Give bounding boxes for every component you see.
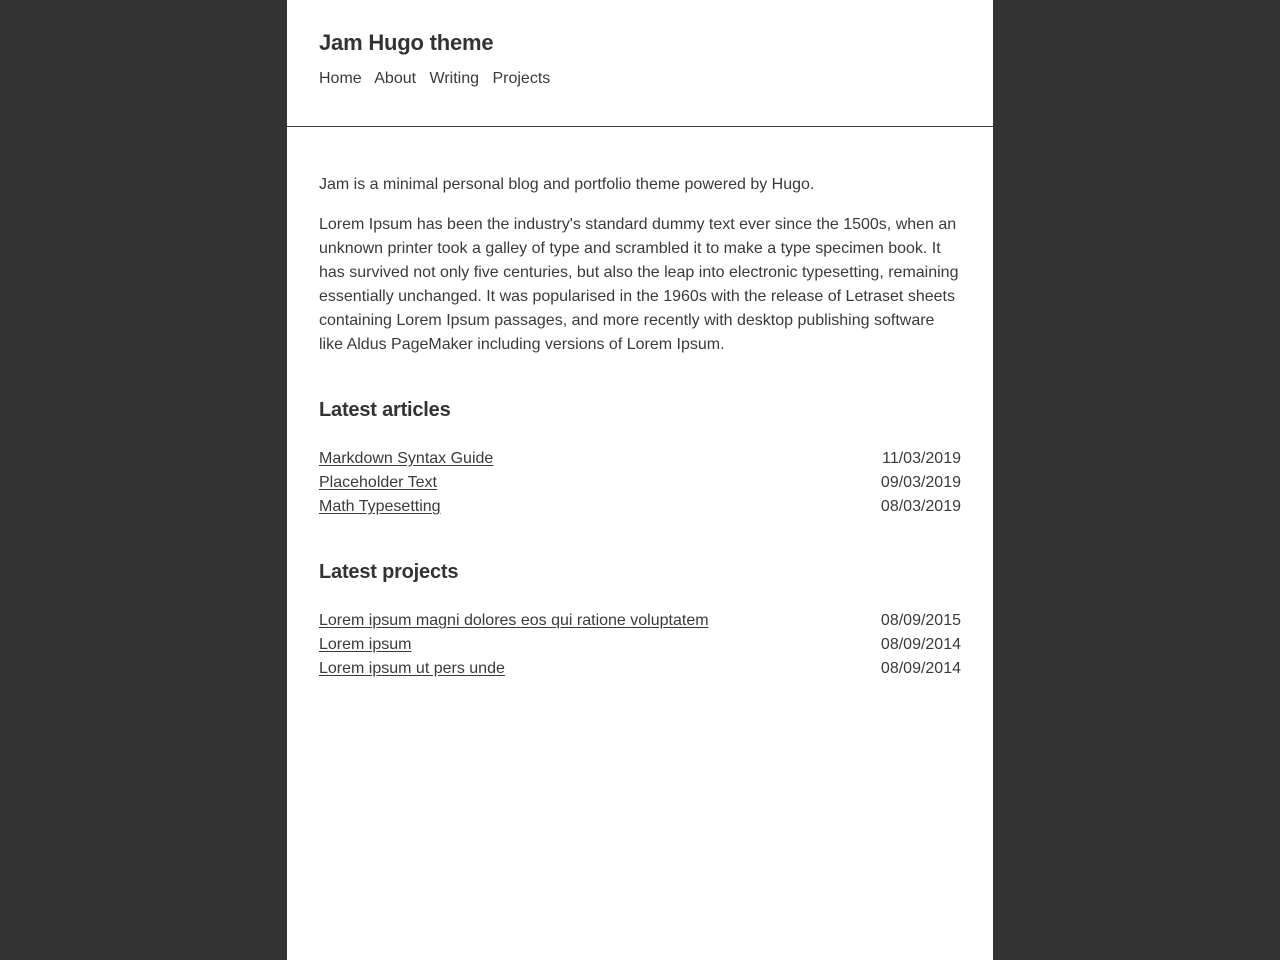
project-link[interactable]: Lorem ipsum bbox=[319, 636, 412, 653]
list-item bbox=[319, 609, 961, 633]
latest-projects-section bbox=[319, 559, 961, 681]
project-date: 08/09/2014 bbox=[880, 660, 961, 677]
project-link[interactable]: Lorem ipsum magni dolores eos qui ratione voluptatem bbox=[319, 612, 709, 629]
main-content bbox=[287, 127, 993, 713]
site-title: Jam Hugo theme bbox=[319, 30, 494, 55]
article-date: 08/03/2019 bbox=[880, 498, 961, 515]
section-title-latest-articles: Latest articles bbox=[319, 399, 451, 421]
content-column bbox=[287, 0, 993, 960]
list-item bbox=[319, 471, 961, 495]
list-item bbox=[319, 633, 961, 657]
nav-link-home[interactable]: Home bbox=[319, 70, 362, 87]
site-header bbox=[287, 0, 993, 127]
articles-list bbox=[319, 447, 961, 519]
project-link[interactable]: Lorem ipsum ut pers unde bbox=[319, 660, 505, 677]
article-link[interactable]: Markdown Syntax Guide bbox=[319, 450, 494, 467]
section-title-latest-projects: Latest projects bbox=[319, 561, 459, 583]
article-link[interactable]: Placeholder Text bbox=[319, 474, 437, 491]
list-item bbox=[319, 495, 961, 519]
article-date: 09/03/2019 bbox=[880, 474, 961, 491]
project-date: 08/09/2014 bbox=[880, 636, 961, 653]
project-date: 08/09/2015 bbox=[880, 612, 961, 629]
nav-link-about[interactable]: About bbox=[374, 70, 417, 87]
main-nav bbox=[319, 68, 961, 126]
nav-link-writing[interactable]: Writing bbox=[429, 70, 480, 87]
list-item bbox=[319, 447, 961, 471]
lorem-paragraph: Lorem Ipsum has been the industry's standard dummy text ever since the 1500s, when an unknown printer took a galley of type and scrambled it to make a type specimen book. It has survived not only five centuries, but also the leap into electronic typesetting, remaining essentially unchanged. It was popularised in the 1960s with the release of Letraset sheets containing Lorem Ipsum passages, and more recently with desktop publishing software like Aldus PageMaker including versions of Lorem Ipsum. bbox=[319, 216, 959, 353]
intro-paragraph: Jam is a minimal personal blog and portfolio theme powered by Hugo. bbox=[319, 176, 815, 193]
list-item bbox=[319, 657, 961, 681]
article-date: 11/03/2019 bbox=[882, 450, 961, 467]
projects-list bbox=[319, 609, 961, 681]
article-link[interactable]: Math Typesetting bbox=[319, 498, 441, 515]
latest-articles-section bbox=[319, 397, 961, 519]
nav-link-projects[interactable]: Projects bbox=[492, 70, 551, 87]
